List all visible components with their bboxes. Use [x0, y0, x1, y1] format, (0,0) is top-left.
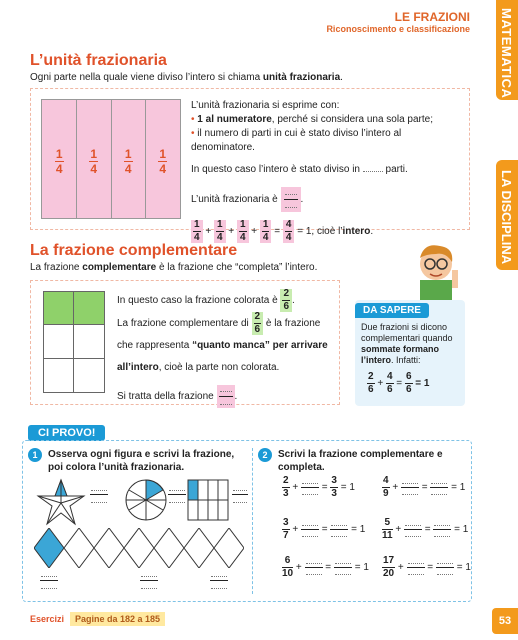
quarter-fraction: $\frac{1}{4}$: [159, 147, 167, 176]
quarter-fraction: $\frac{1}{4}$: [55, 147, 63, 176]
chapter-subtitle: Riconoscimento e classificazione: [326, 24, 470, 34]
sum-equation: $\frac{1}{4}$ + $\frac{1}{4}$ + $\frac{1}{4}$ + $\frac{1}{4}$ = $\frac{4}{4}$ = 1, cioè l’intero.: [191, 220, 466, 243]
footer-pages: Pagine da 182 a 185: [70, 612, 165, 626]
complement-exercise-item[interactable]: $\frac{3}{7}$ + = = 1: [283, 517, 366, 541]
answer-blank[interactable]: [140, 570, 158, 591]
section-tab: [496, 160, 518, 270]
exercise1-number: 1: [28, 448, 42, 462]
complement-answer-blank: [217, 385, 235, 408]
chapter-title: LE FRAZIONI: [394, 10, 470, 24]
answer-blank: [363, 171, 383, 172]
complement-exercise-item[interactable]: $\frac{2}{3}$ + = $\frac{3}{3}$ = 1: [283, 475, 355, 499]
complement-exercise-item[interactable]: $\frac{17}{20}$ + = = 1: [383, 555, 471, 579]
complement-exercise-item[interactable]: $\frac{4}{9}$ + = = 1: [383, 475, 466, 499]
page-number: 53: [492, 608, 518, 634]
exercise1-text: Osserva ogni figura e scrivi la frazione, poi colora l’unità frazionaria.: [48, 449, 235, 473]
grid-figure-2[interactable]: [186, 478, 230, 522]
subject-tab: [496, 0, 518, 100]
whole-bar: [41, 99, 181, 219]
da-sapere-title: DA SAPERE: [355, 303, 429, 318]
quarter-fraction: $\frac{1}{4}$: [124, 147, 132, 176]
complement-exercise-item[interactable]: $\frac{5}{11}$ + = = 1: [382, 517, 469, 541]
exercise2-text: Scrivi la frazione complementare e completa.: [278, 449, 443, 473]
unit-explanation: L’unità frazionaria si esprime con: • 1 al numeratore, perché si considera una sola parte; • il numero di parti in cui è stato diviso l’intero al denominatore. In questo caso l’intero è stato diviso in parti. L’unità frazionaria è . $\frac{1}{4}$ + $\frac{1}{4}$ + $\frac{1}{4}$ + $\frac{1}{4}$ = $\frac{4}{4}$ = 1, cioè l’intero.: [191, 99, 466, 243]
exercise2-number: 2: [258, 448, 272, 462]
ci-provo-label: CI PROVO!: [28, 425, 105, 441]
circle-figure[interactable]: [124, 478, 168, 522]
section1-intro: Ogni parte nella quale viene diviso l’intero si chiama unità frazionaria.: [30, 72, 343, 83]
footer-label: Esercizi: [30, 614, 65, 624]
answer-blank[interactable]: [210, 570, 228, 591]
section2-intro: La frazione complementare è la frazione che “completa” l’intero.: [30, 262, 318, 273]
complementary-box: [30, 280, 340, 405]
answer-blank[interactable]: [40, 570, 58, 591]
unit-fraction-box: [30, 88, 470, 243]
exercise-divider: [252, 448, 253, 594]
diamond-figure[interactable]: [34, 528, 244, 568]
boy-illustration: [410, 240, 466, 308]
answer-blank[interactable]: [232, 484, 248, 505]
da-sapere-text: Due frazioni si dicono complementari quando sommate formano l’intero. Infatti:: [361, 322, 453, 365]
star-figure[interactable]: [36, 478, 86, 528]
quarter-fraction: $\frac{1}{4}$: [90, 147, 98, 176]
complementary-explanation: In questo caso la frazione colorata è $\frac{2}{6}$ . La frazione complementare di $\frac{2}{6}$ è la frazione che rappresenta “quanto manca” per arrivare all’intero, cioè la parte non colorata. Si tratta della frazione .: [117, 289, 337, 408]
answer-blank[interactable]: [90, 484, 108, 505]
grid-figure: [43, 291, 105, 393]
subject-label: MATEMATICA: [499, 8, 514, 99]
answer-blank[interactable]: [168, 484, 186, 505]
section2-title: La frazione complementare: [30, 242, 238, 259]
section-label: LA DISCIPLINA: [499, 170, 514, 265]
section1-title: L’unità frazionaria: [30, 52, 167, 69]
complement-exercise-item[interactable]: $\frac{6}{10}$ + = = 1: [282, 555, 369, 579]
da-sapere-box: [355, 300, 465, 406]
bar-fraction-labels: [42, 148, 180, 175]
da-sapere-equation: $\frac{2}{6}$ + $\frac{4}{6}$ = $\frac{6}{6}$ = 1: [368, 371, 430, 395]
unit-answer-blank: [281, 187, 301, 212]
